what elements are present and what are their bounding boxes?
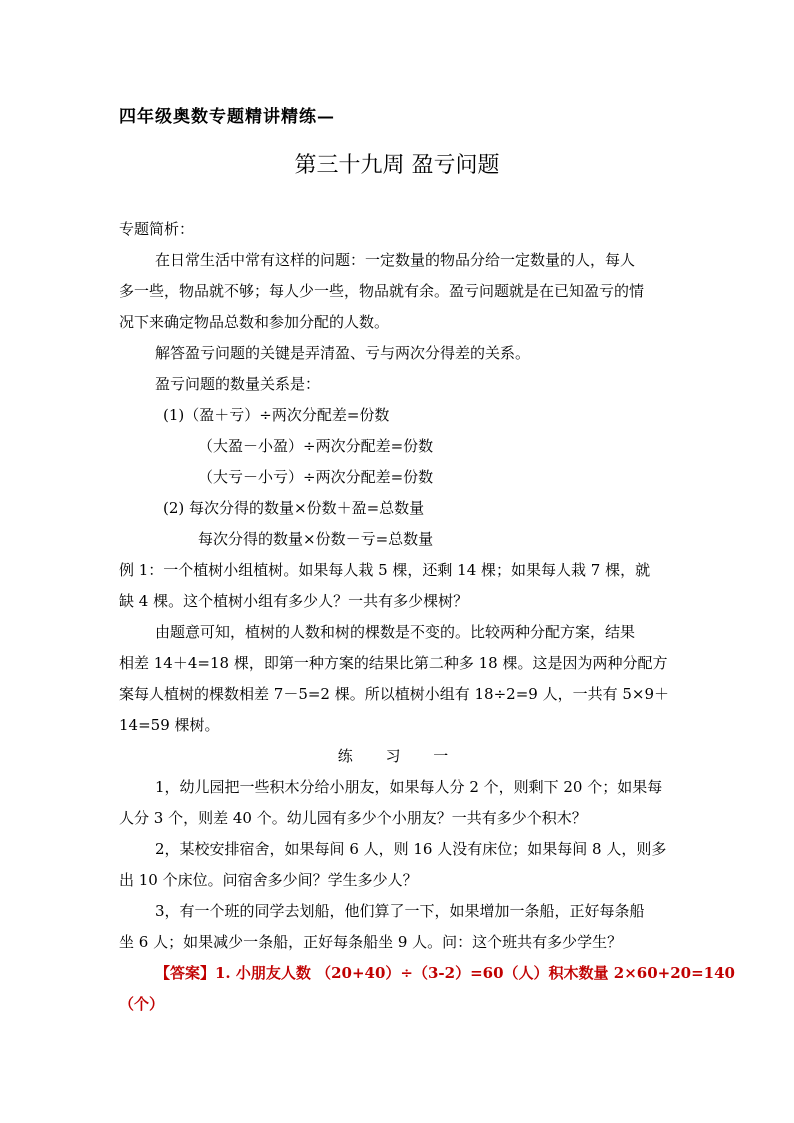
exercise-line: 出 10 个床位。问宿舍多少间？学生多少人？	[119, 871, 418, 889]
example-line: 缺 4 棵。这个植树小组有多少人？一共有多少棵树？	[119, 592, 469, 610]
answer-line: （个）	[119, 995, 165, 1013]
solution-line: 相差 14＋4=18 棵，即第一种方案的结果比第二种多 18 棵。这是因为两种分配方	[119, 654, 668, 672]
practice-title: 练 习 一	[337, 747, 463, 765]
intro-line: 在日常生活中常有这样的问题：一定数量的物品分给一定数量的人，每人	[155, 251, 636, 269]
solution-line: 由题意可知，植树的人数和树的棵数是不变的。比较两种分配方案，结果	[155, 623, 636, 641]
exercise-line: 3，有一个班的同学去划船，他们算了一下，如果增加一条船，正好每条船	[155, 902, 645, 920]
solution-line: 14=59 棵树。	[119, 716, 220, 734]
formula-line: 每次分得的数量×份数－亏=总数量	[198, 530, 434, 548]
page-title: 第三十九周 盈亏问题	[294, 153, 500, 178]
solution-line: 案每人植树的棵数相差 7－5=2 棵。所以植树小组有 18÷2=9 人，一共有 5×9＋	[119, 685, 670, 703]
intro-line: 多一些，物品就不够；每人少一些，物品就有余。盈亏问题就是在已知盈亏的情	[119, 282, 645, 300]
section-label: 专题简析：	[119, 220, 195, 238]
series-header: 四年级奥数专题精讲精练—	[119, 107, 335, 127]
document-body	[119, 214, 735, 1020]
formula-line: (2) 每次分得的数量×份数＋盈=总数量	[163, 499, 425, 517]
formula-line: (1)（盈＋亏）÷两次分配差=份数	[163, 406, 390, 424]
intro-line: 况下来确定物品总数和参加分配的人数。	[119, 313, 390, 331]
example-line: 例 1：一个植树小组植树。如果每人栽 5 棵，还剩 14 棵；如果每人栽 7 棵，就	[119, 561, 651, 579]
formula-line: （大盈－小盈）÷两次分配差=份数	[198, 437, 434, 455]
formula-line: （大亏－小亏）÷两次分配差=份数	[198, 468, 434, 486]
exercise-line: 坐 6 人；如果减少一条船，正好每条船坐 9 人。问：这个班共有多少学生？	[119, 933, 623, 951]
exercise-line: 人分 3 个，则差 40 个。幼儿园有多少个小朋友？一共有多少个积木？	[119, 809, 587, 827]
exercise-line: 1，幼儿园把一些积木分给小朋友，如果每人分 2 个，则剩下 20 个；如果每	[155, 778, 663, 796]
answer-line: 【答案】1. 小朋友人数 （20+40）÷（3-2）=60（人）积木数量 2×60+20=140	[155, 964, 735, 982]
intro-line: 盈亏问题的数量关系是：	[155, 375, 321, 393]
intro-line: 解答盈亏问题的关键是弄清盈、亏与两次分得差的关系。	[155, 344, 531, 362]
exercise-line: 2，某校安排宿舍，如果每间 6 人，则 16 人没有床位；如果每间 8 人，则多	[155, 840, 667, 858]
